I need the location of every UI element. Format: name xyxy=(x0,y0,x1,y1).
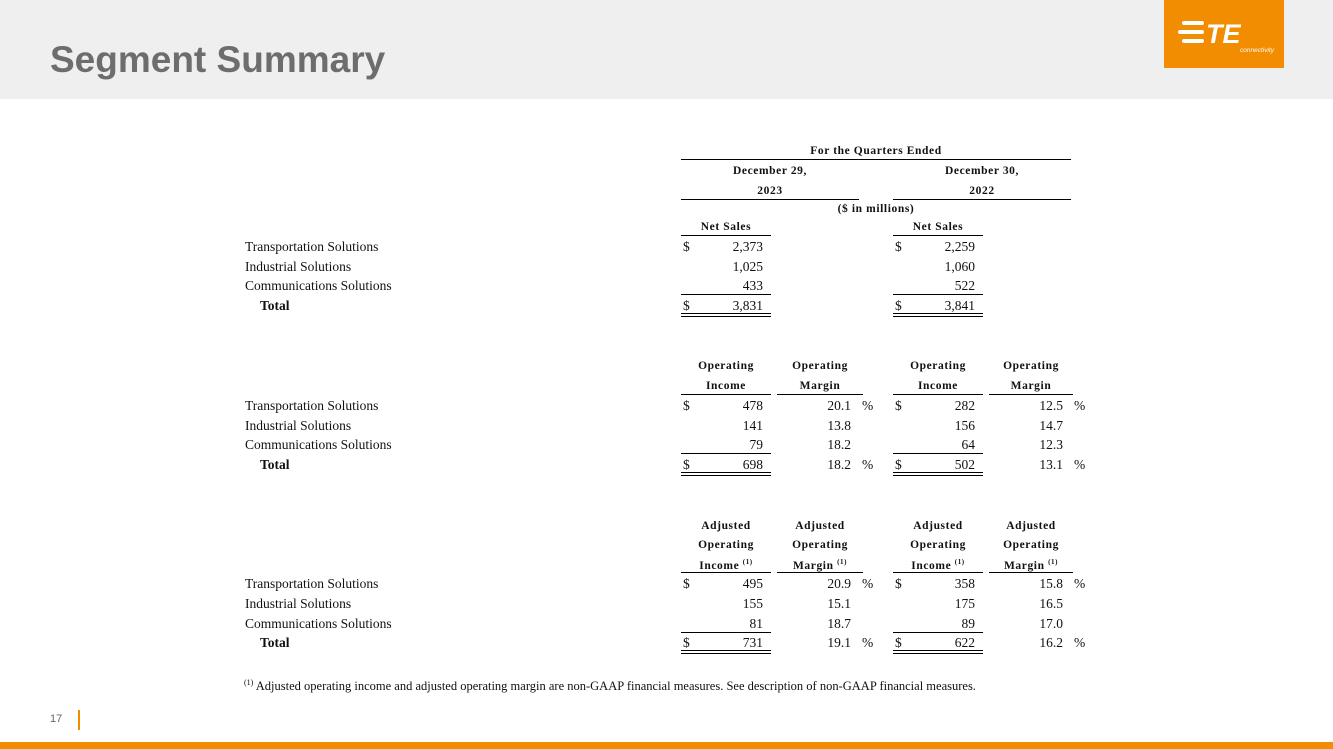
percent-sign: % xyxy=(862,635,874,650)
row-label: Industrial Solutions xyxy=(245,596,352,611)
adj-margin-header-2022-l3 xyxy=(989,559,1073,572)
row-label: Communications Solutions xyxy=(245,437,392,452)
adj-income-total-2022: 622 xyxy=(954,635,975,650)
op-income-2022: 156 xyxy=(954,418,975,433)
op-income-total-2022: 502 xyxy=(954,457,975,472)
logo-text: TE xyxy=(1206,19,1241,49)
op-margin-header-2023-l1: Operating xyxy=(792,360,848,372)
percent-sign: % xyxy=(1074,398,1086,413)
page-number-divider xyxy=(78,710,80,730)
header-text: Income xyxy=(911,559,952,572)
adj-income-header-2023-l2: Operating xyxy=(698,539,754,551)
op-margin-2022: 12.3 xyxy=(1039,437,1063,452)
period-2023-rule xyxy=(681,199,859,200)
adj-margin-2022: 17.0 xyxy=(1039,616,1063,631)
total-double-rule xyxy=(893,650,983,654)
op-margin-total-2023: 18.2 xyxy=(827,457,851,472)
op-margin-2023: 18.2 xyxy=(827,437,851,452)
header-rule xyxy=(893,572,983,573)
period-2023-line2: 2023 xyxy=(757,185,783,197)
currency-symbol: $ xyxy=(895,398,902,413)
subtotal-rule xyxy=(893,294,983,295)
row-label: Communications Solutions xyxy=(245,616,392,631)
adj-margin-2023: 18.7 xyxy=(827,616,851,631)
op-margin-total-2022: 13.1 xyxy=(1039,457,1063,472)
op-margin-2022: 12.5 xyxy=(1039,398,1063,413)
net-sales-header-2023: Net Sales xyxy=(700,221,752,233)
op-margin-2023: 13.8 xyxy=(827,418,851,433)
header-text: Margin xyxy=(1003,559,1045,572)
currency-symbol: $ xyxy=(683,457,690,472)
period-2022-line1: December 30, xyxy=(944,165,1020,177)
net-sales-header-rule-2023 xyxy=(681,235,771,236)
adj-income-total-2023: 731 xyxy=(742,635,763,650)
row-label: Communications Solutions xyxy=(245,278,392,293)
currency-symbol: $ xyxy=(895,635,902,650)
footer-bar xyxy=(0,742,1333,749)
net-sales-2022: 2,259 xyxy=(944,239,975,254)
op-income-2022: 64 xyxy=(961,437,975,452)
adj-income-2022: 358 xyxy=(954,576,975,591)
adj-income-2023: 495 xyxy=(742,576,763,591)
page-number: 17 xyxy=(50,713,63,725)
footnote-marker: (1) xyxy=(742,558,753,566)
op-margin-2022: 14.7 xyxy=(1039,418,1063,433)
adj-margin-header-2023-l2: Operating xyxy=(792,539,848,551)
currency-symbol: $ xyxy=(683,298,690,313)
footnote-text: Adjusted operating income and adjusted operating margin are non-GAAP financial measures. See description of non-GAAP financial measures. xyxy=(255,679,976,694)
percent-sign: % xyxy=(1074,635,1086,650)
net-sales-2023: 433 xyxy=(742,278,763,293)
total-double-rule xyxy=(893,472,983,476)
adj-margin-2022: 15.8 xyxy=(1039,576,1063,591)
total-label: Total xyxy=(260,298,290,313)
adj-income-2023: 155 xyxy=(742,596,763,611)
adj-income-2023: 81 xyxy=(749,616,763,631)
subtotal-rule xyxy=(681,453,771,454)
currency-symbol: $ xyxy=(895,239,902,254)
net-sales-header-rule-2022 xyxy=(893,235,983,236)
units-label: ($ in millions) xyxy=(837,203,915,215)
subtotal-rule xyxy=(681,294,771,295)
adj-margin-header-2023-l1: Adjusted xyxy=(795,520,845,532)
currency-symbol: $ xyxy=(683,398,690,413)
net-sales-total-2023: 3,831 xyxy=(732,298,763,313)
adj-income-2022: 175 xyxy=(954,596,975,611)
op-margin-header-2023-l2: Margin xyxy=(799,380,841,392)
row-label: Transportation Solutions xyxy=(245,398,379,413)
subtotal-rule xyxy=(893,453,983,454)
adj-income-header-2023-l1: Adjusted xyxy=(701,520,751,532)
op-margin-header-2022-l1: Operating xyxy=(1003,360,1059,372)
currency-symbol: $ xyxy=(895,298,902,313)
period-header: For the Quarters Ended xyxy=(810,145,942,157)
header-rule xyxy=(989,394,1073,395)
percent-sign: % xyxy=(862,457,874,472)
row-label: Transportation Solutions xyxy=(245,239,379,254)
total-label: Total xyxy=(260,635,290,650)
op-income-2023: 79 xyxy=(749,437,763,452)
total-double-rule xyxy=(681,650,771,654)
adj-margin-2022: 16.5 xyxy=(1039,596,1063,611)
percent-sign: % xyxy=(862,398,874,413)
page-title: Segment Summary xyxy=(50,39,386,80)
total-double-rule xyxy=(681,313,771,317)
footnote xyxy=(244,678,976,694)
header-rule xyxy=(777,572,863,573)
adj-income-header-2022-l2: Operating xyxy=(910,539,966,551)
adj-margin-total-2022: 16.2 xyxy=(1039,635,1063,650)
period-2023-line1: December 29, xyxy=(732,165,808,177)
subtotal-rule xyxy=(893,632,983,633)
currency-symbol: $ xyxy=(683,576,690,591)
row-label: Industrial Solutions xyxy=(245,418,352,433)
header-rule xyxy=(681,572,771,573)
total-double-rule xyxy=(893,313,983,317)
adj-income-header-2022-l1: Adjusted xyxy=(913,520,963,532)
currency-symbol: $ xyxy=(683,635,690,650)
percent-sign: % xyxy=(862,576,874,591)
net-sales-2023: 1,025 xyxy=(732,259,763,274)
percent-sign: % xyxy=(1074,576,1086,591)
net-sales-total-2022: 3,841 xyxy=(944,298,975,313)
te-connectivity-logo xyxy=(1164,0,1284,68)
net-sales-header-2022: Net Sales xyxy=(912,221,964,233)
adj-income-header-2023-l3 xyxy=(681,559,771,572)
row-label: Industrial Solutions xyxy=(245,259,352,274)
adj-margin-header-2023-l3 xyxy=(777,559,863,572)
period-rule xyxy=(681,159,1071,160)
adj-margin-header-2022-l2: Operating xyxy=(1003,539,1059,551)
footnote-marker: (1) xyxy=(954,558,965,566)
op-margin-header-2022-l2: Margin xyxy=(1010,380,1052,392)
header-text: Income xyxy=(699,559,740,572)
subtotal-rule xyxy=(681,632,771,633)
op-income-header-2022-l2: Income xyxy=(917,380,958,392)
te-logo-icon xyxy=(1164,0,1284,68)
adj-income-2022: 89 xyxy=(961,616,975,631)
header-rule xyxy=(989,572,1073,573)
adj-margin-2023: 15.1 xyxy=(827,596,851,611)
total-double-rule xyxy=(681,472,771,476)
period-2022-rule xyxy=(893,199,1071,200)
logo-subtext: connectivity xyxy=(1240,47,1274,54)
net-sales-2022: 522 xyxy=(954,278,975,293)
header-rule xyxy=(681,394,771,395)
op-income-total-2023: 698 xyxy=(742,457,763,472)
footnote-marker: (1) xyxy=(244,678,254,687)
total-label: Total xyxy=(260,457,290,472)
net-sales-2023: 2,373 xyxy=(732,239,763,254)
op-income-header-2023-l2: Income xyxy=(705,380,746,392)
period-2022-line2: 2022 xyxy=(969,185,995,197)
header-text: Margin xyxy=(792,559,834,572)
op-income-2023: 141 xyxy=(742,418,763,433)
header-rule xyxy=(893,394,983,395)
op-income-header-2023-l1: Operating xyxy=(698,360,754,372)
adj-income-header-2022-l3 xyxy=(893,559,983,572)
op-income-2023: 478 xyxy=(742,398,763,413)
currency-symbol: $ xyxy=(895,576,902,591)
row-label: Transportation Solutions xyxy=(245,576,379,591)
currency-symbol: $ xyxy=(683,239,690,254)
currency-symbol: $ xyxy=(895,457,902,472)
adj-margin-2023: 20.9 xyxy=(827,576,851,591)
op-income-2022: 282 xyxy=(954,398,975,413)
adj-margin-header-2022-l1: Adjusted xyxy=(1006,520,1056,532)
op-margin-2023: 20.1 xyxy=(827,398,851,413)
percent-sign: % xyxy=(1074,457,1086,472)
adj-margin-total-2023: 19.1 xyxy=(827,635,851,650)
op-income-header-2022-l1: Operating xyxy=(910,360,966,372)
net-sales-2022: 1,060 xyxy=(944,259,975,274)
footnote-marker: (1) xyxy=(1048,558,1059,566)
header-rule xyxy=(777,394,863,395)
footnote-marker: (1) xyxy=(837,558,848,566)
